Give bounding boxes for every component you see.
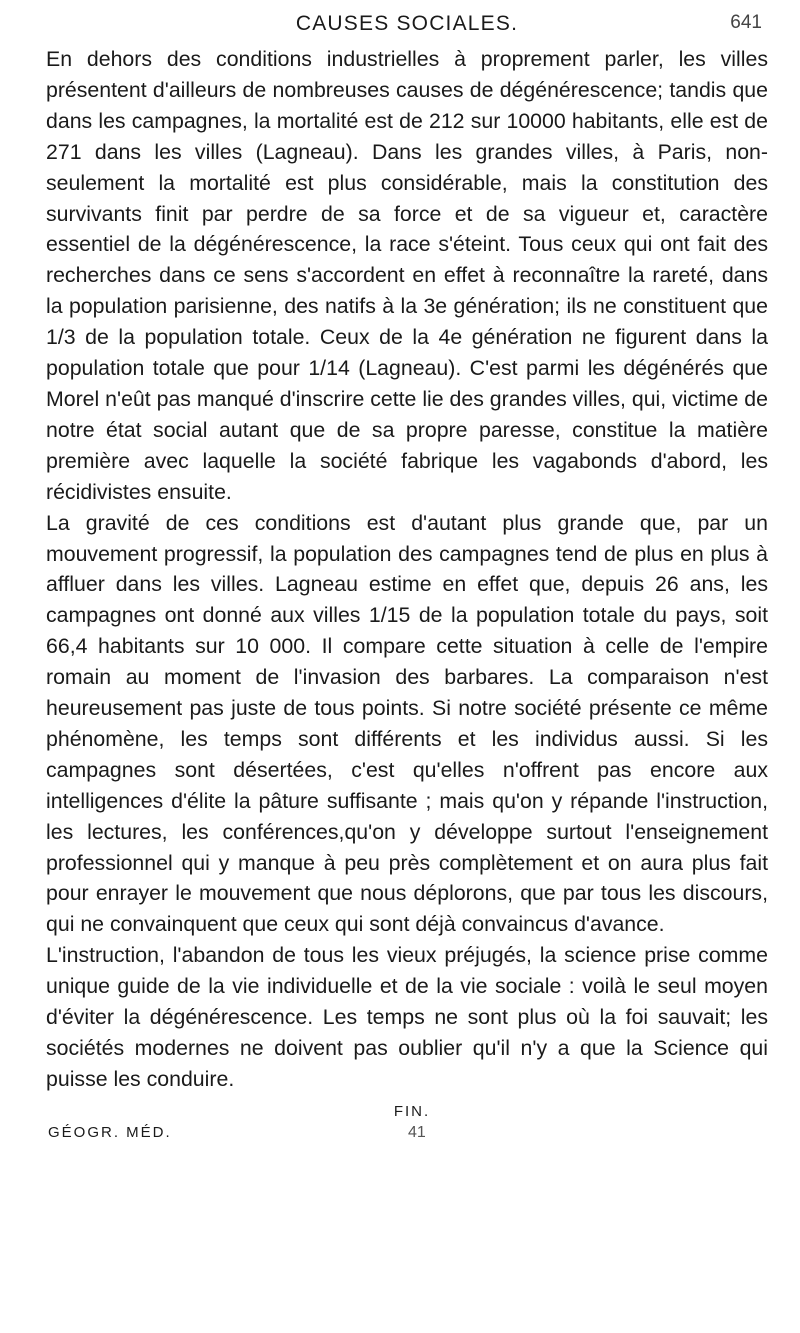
- book-page: [46, 8, 768, 1150]
- signature-number: 41: [408, 1123, 426, 1141]
- page-number: 641: [730, 12, 762, 33]
- running-head-title: CAUSES SOCIALES.: [295, 12, 519, 35]
- paragraph-3: L'instruction, l'abandon de tous les vieux préjugés, la science prise comme unique guide de la vie individuelle et de la vie sociale : voilà le seul moyen d'éviter la dégénérescence. Les temps ne sont plus où la foi sauvait; les sociétés modernes ne doivent pas oublier qu'il n'y a que la Science qui puisse les conduire.: [46, 943, 768, 1091]
- running-head: [46, 8, 768, 38]
- paragraph-1: En dehors des conditions industrielles à proprement parler, les villes présentent d'ailleurs de nombreuses causes de dégénérescence; tandis que dans les campagnes, la mortalité est de 212 sur 10000 habitants, elle est de 271 dans les villes (Lagneau). Dans les grandes villes, à Paris, non-seulement la mortalité est plus considérable, mais la constitution des survivants finit par perdre de sa force et de sa vigueur et, caractère essentiel de la dégénérescence, la race s'éteint. Tous ceux qui ont fait des recherches dans ce sens s'accordent en effet à reconnaître la rareté, dans la population parisienne, des natifs à la 3e génération; ils ne constituent que 1/3 de la population totale. Ceux de la 4e génération ne figurent dans la population totale que pour 1/14 (Lagneau). C'est parmi les dégénérés que Morel n'eût pas manqué d'inscrire cette lie des grandes villes, qui, victime de notre état social autant que de sa propre paresse, constitue la matière première avec laquelle la société fabrique les vagabonds d'abord, les récidivistes ensuite.: [46, 47, 768, 504]
- footer: [46, 1122, 768, 1150]
- end-mark: FIN.: [393, 1102, 431, 1120]
- paragraph-2: La gravité de ces conditions est d'autant plus grande que, par un mouvement progressif, la population des campagnes tend de plus en plus à affluer dans les villes. Lagneau estime en effet que, depuis 26 ans, les campagnes ont donné aux villes 1/15 de la population totale du pays, soit 66,4 habitants sur 10 000. Il compare cette situation à celle de l'empire romain au moment de l'invasion des barbares. La comparaison n'est heureusement pas juste de tous points. Si notre société présente ce même phénomène, les temps sont différents et les individus aussi. Si les campagnes sont désertées, c'est qu'elles n'offrent pas encore aux intelligences d'élite la pâture suffisante ; mais qu'on y répande l'instruction, les lectures, les conférences,qu'on y développe surtout l'enseignement professionnel qui y manque à peu près complètement et on aura plus fait pour enrayer le mouvement que nous déplorons, que par tous les discours, qui ne convainquent que ceux qui sont déjà convaincus d'avance.: [46, 510, 768, 937]
- printer-signature: GÉOGR. MÉD.: [48, 1123, 172, 1141]
- body-text: [46, 44, 768, 1095]
